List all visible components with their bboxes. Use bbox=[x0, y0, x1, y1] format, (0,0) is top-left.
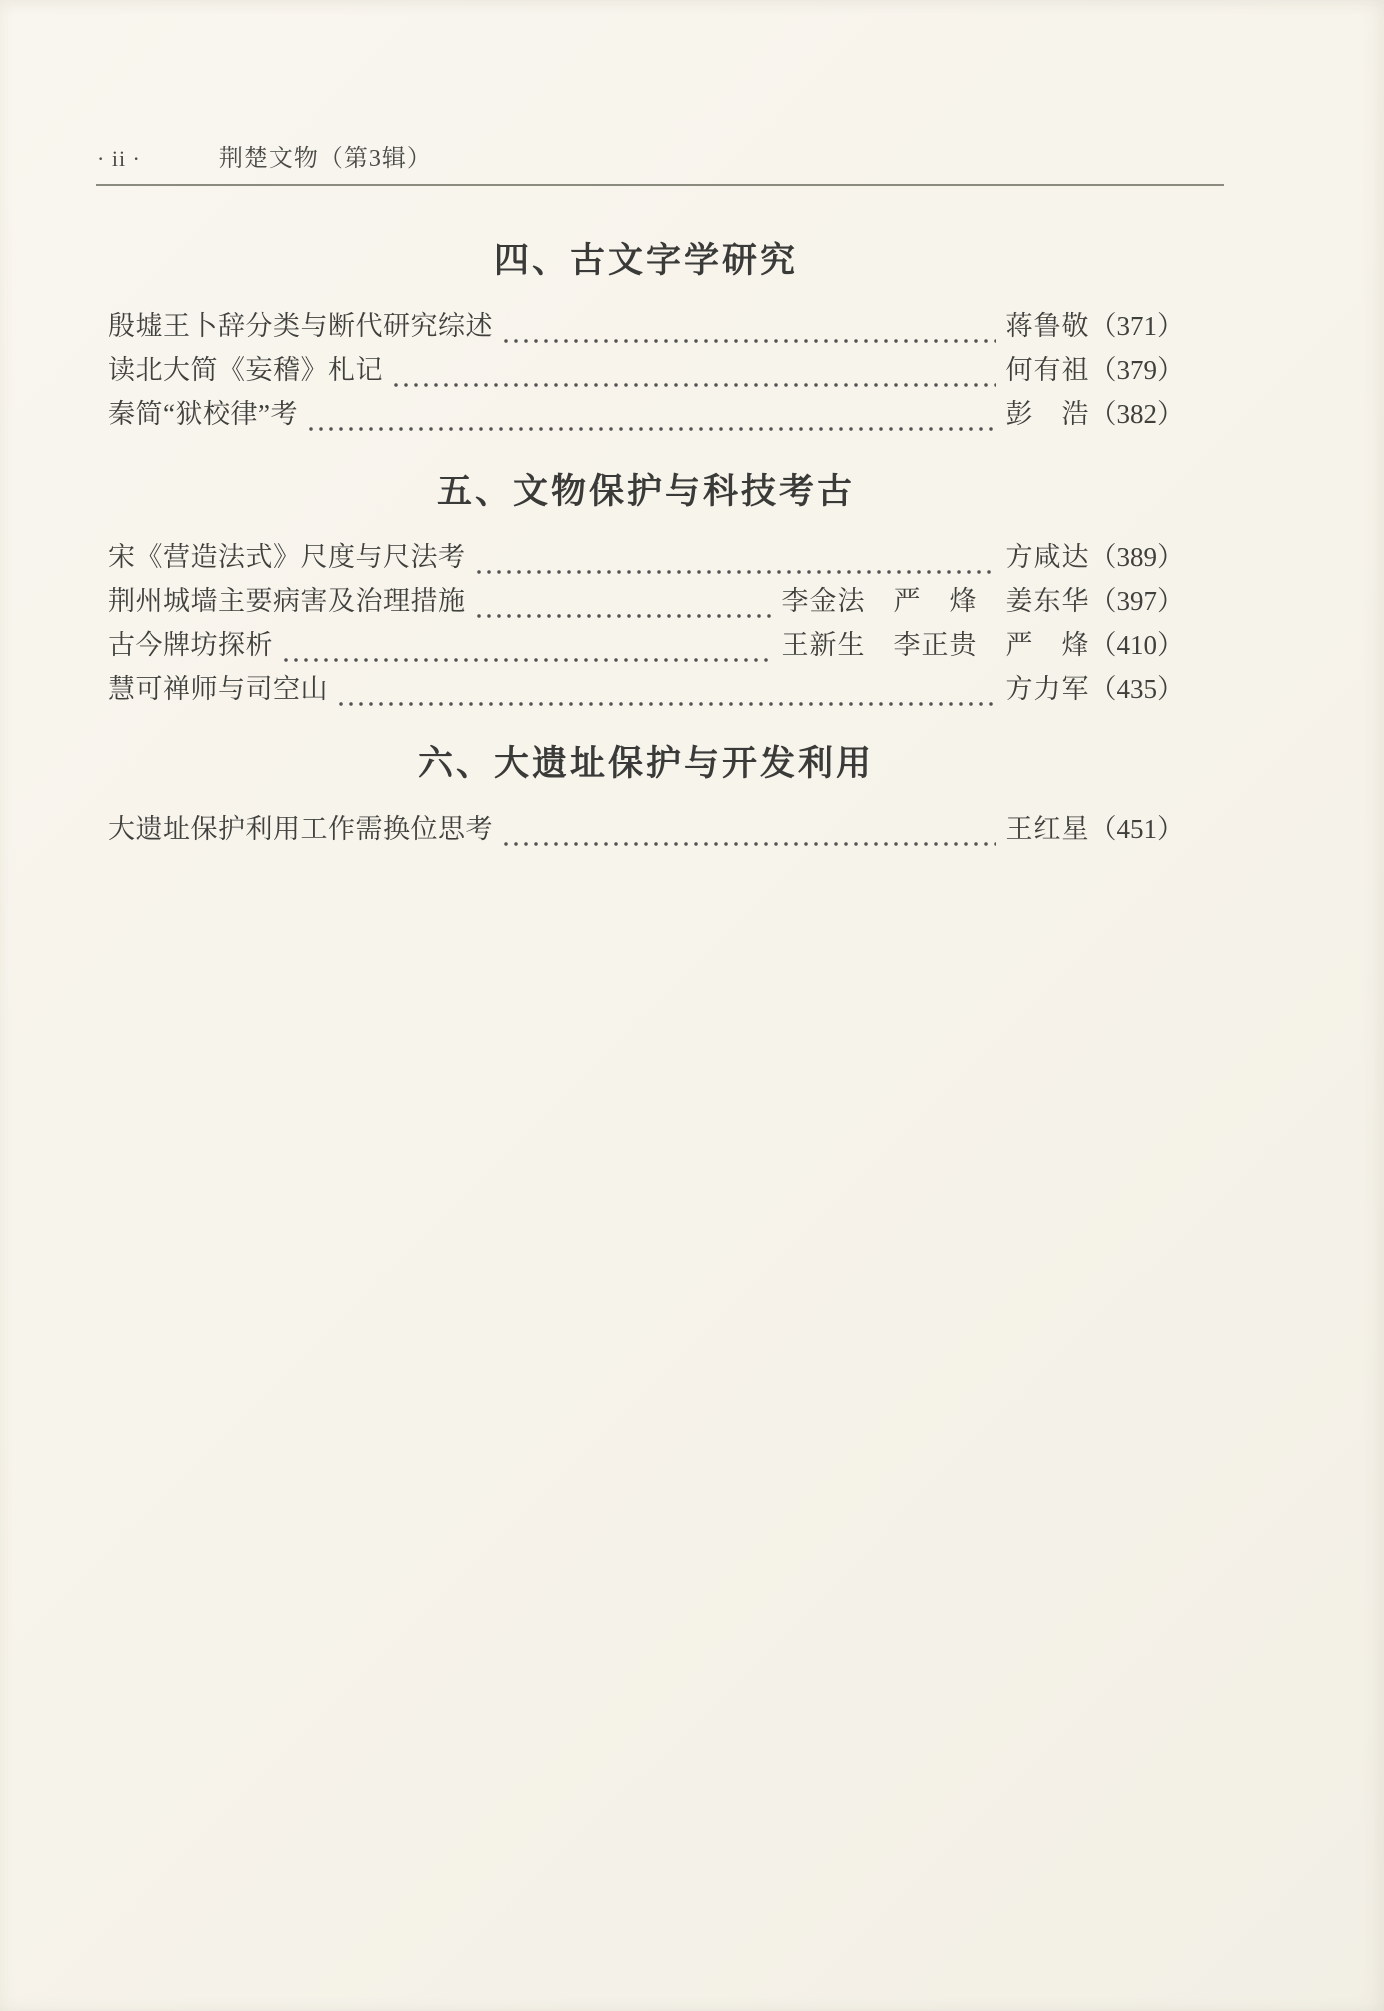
entry-title: 古今牌坊探析 bbox=[108, 630, 273, 660]
entry-title: 读北大简《妄稽》札记 bbox=[108, 355, 383, 385]
running-header bbox=[97, 138, 432, 173]
entry-title: 宋《营造法式》尺度与尺法考 bbox=[108, 542, 466, 572]
entry-title: 荆州城墙主要病害及治理措施 bbox=[108, 586, 466, 616]
dot-leader bbox=[389, 348, 996, 392]
dot-leader bbox=[334, 667, 996, 711]
toc-entry bbox=[108, 535, 1184, 579]
section-heading: 四、古文字学研究 bbox=[493, 241, 798, 280]
entry-authors: 方咸达 bbox=[1005, 542, 1090, 572]
entry-authors: 蒋鲁敬 bbox=[1005, 311, 1090, 341]
entry-page-number: （382） bbox=[1089, 399, 1184, 429]
entry-authors: 李金法 严 烽 姜东华 bbox=[781, 586, 1090, 616]
entry-authors: 方力军 bbox=[1005, 674, 1090, 704]
dot-leader bbox=[499, 807, 996, 851]
section-heading: 五、文物保护与科技考古 bbox=[436, 472, 855, 511]
entry-page-number: （371） bbox=[1089, 311, 1184, 341]
entry-page-number: （389） bbox=[1089, 542, 1184, 572]
entry-page-number: （435） bbox=[1089, 674, 1184, 704]
toc-section bbox=[108, 467, 1184, 711]
section-heading: 六、大遗址保护与开发利用 bbox=[417, 744, 874, 783]
entry-authors: 王红星 bbox=[1005, 814, 1090, 844]
dot-leader bbox=[279, 623, 772, 667]
dot-leader bbox=[472, 579, 772, 623]
dot-leader bbox=[472, 535, 996, 579]
entry-title: 殷墟王卜辞分类与断代研究综述 bbox=[108, 311, 493, 341]
entry-page-number: （397） bbox=[1089, 586, 1184, 616]
toc-entry bbox=[108, 807, 1184, 851]
entry-page-number: （379） bbox=[1089, 355, 1184, 385]
header-rule bbox=[96, 184, 1224, 186]
entry-page-number: （410） bbox=[1089, 630, 1184, 660]
toc-entry bbox=[108, 304, 1184, 348]
toc-entry bbox=[108, 623, 1184, 667]
entry-title: 大遗址保护利用工作需换位思考 bbox=[108, 814, 493, 844]
table-of-contents bbox=[108, 236, 1184, 851]
entry-title: 慧可禅师与司空山 bbox=[108, 674, 328, 704]
entry-title: 秦简“狱校律”考 bbox=[108, 399, 298, 429]
toc-section bbox=[108, 739, 1184, 851]
page-number: · ii · bbox=[97, 146, 141, 171]
entry-authors: 何有祖 bbox=[1005, 355, 1090, 385]
entry-authors: 彭 浩 bbox=[1005, 399, 1090, 429]
toc-entry bbox=[108, 667, 1184, 711]
entry-authors: 王新生 李正贵 严 烽 bbox=[781, 630, 1090, 660]
toc-entry bbox=[108, 392, 1184, 436]
toc-section bbox=[108, 236, 1184, 436]
toc-entry bbox=[108, 348, 1184, 392]
entry-page-number: （451） bbox=[1089, 814, 1184, 844]
book-title: 荆楚文物（第3辑） bbox=[218, 146, 432, 172]
dot-leader bbox=[499, 304, 996, 348]
dot-leader bbox=[304, 392, 996, 436]
toc-entry bbox=[108, 579, 1184, 623]
